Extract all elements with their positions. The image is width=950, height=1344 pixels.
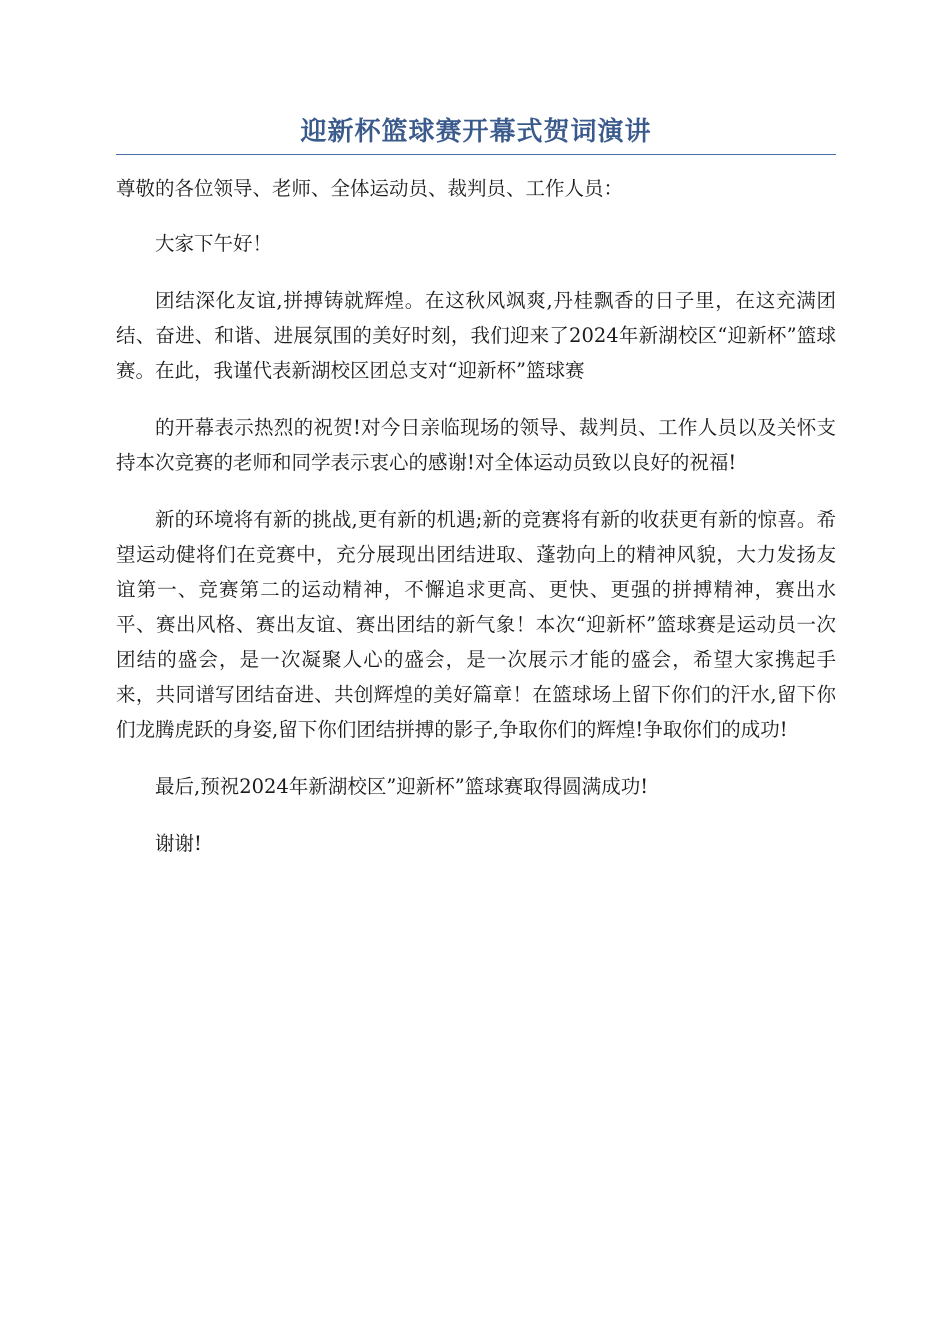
title-underline bbox=[116, 154, 836, 155]
paragraph-greeting: 大家下午好！ bbox=[155, 232, 273, 255]
document-page bbox=[116, 112, 836, 883]
salutation: 尊敬的各位领导、老师、全体运动员、裁判员、工作人员： bbox=[116, 177, 624, 200]
paragraph-opening: 团结深化友谊,拼搏铸就辉煌。在这秋风飒爽,丹桂飘香的日子里，在这充满团结、奋进、和谐、进展氛围的美好时刻，我们迎来了2024年新湖校区“迎新杯”篮球赛。在此，我谨代表新湖校区团总支对“迎新杯”篮球赛 bbox=[116, 289, 836, 382]
paragraph-thanks: 的开幕表示热烈的祝贺!对今日亲临现场的领导、裁判员、工作人员以及关怀支持本次竞赛的老师和同学表示衷心的感谢!对全体运动员致以良好的祝福! bbox=[116, 416, 836, 474]
paragraph-closing-wish: 最后,预祝2024年新湖校区”迎新杯”篮球赛取得圆满成功! bbox=[155, 775, 649, 798]
paragraph-thank-you: 谢谢! bbox=[155, 832, 202, 855]
document-title: 迎新杯篮球赛开幕式贺词演讲 bbox=[300, 117, 652, 147]
paragraph-hopes: 新的环境将有新的挑战,更有新的机遇;新的竞赛将有新的收获更有新的惊喜。希望运动健将们在竞赛中，充分展现出团结进取、蓬勃向上的精神风貌，大力发扬友谊第一、竞赛第二的运动精神，不懈追求更高、更快、更强的拼搏精神，赛出水平、赛出风格、赛出友谊、赛出团结的新气象！本次“迎新杯”篮球赛是运动员一次团结的盛会，是一次凝聚人心的盛会，是一次展示才能的盛会，希望大家携起手来，共同谱写团结奋进、共创辉煌的美好篇章！在篮球场上留下你们的汗水,留下你们龙腾虎跃的身姿,留下你们团结拼搏的影子,争取你们的辉煌!争取你们的成功! bbox=[116, 508, 836, 741]
